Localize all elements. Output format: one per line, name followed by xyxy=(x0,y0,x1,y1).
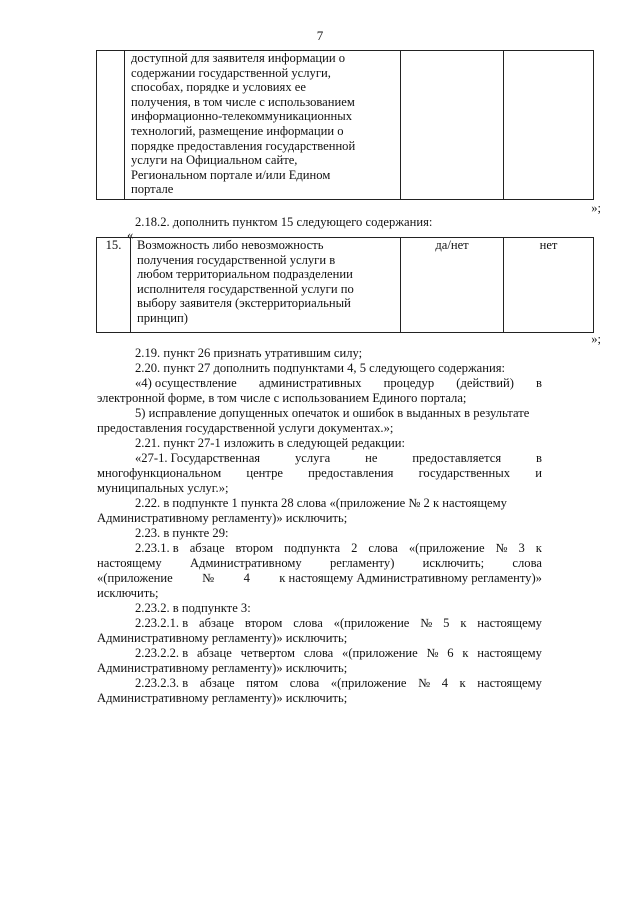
paragraph-2-23-2-1-line2: Административному регламенту)» исключить; xyxy=(97,631,348,645)
table-cell-num xyxy=(97,238,131,333)
value-yes-no: да/нет xyxy=(435,238,469,252)
table-cell-line: Возможность либо невозможность xyxy=(137,238,324,252)
table-cell-value xyxy=(504,238,594,333)
paragraph-27-1-line1 xyxy=(135,451,542,466)
table-cell-line: содержании государственной услуги, xyxy=(131,65,331,80)
paragraph-2-19: 2.19. пункт 26 признать утратившим силу; xyxy=(135,346,363,360)
word: «(приложение xyxy=(342,646,418,660)
word: регламенту) xyxy=(329,556,395,570)
paragraph-5-line1: 5) исправление допущенных опечаток и ошибок в выданных в результате xyxy=(135,406,530,420)
close-quote: »; xyxy=(591,201,601,215)
paragraph-2-22-line1: 2.22. в подпункте 1 пункта 28 слова «(приложение № 2 к настоящему xyxy=(135,496,507,510)
word: 2.23.1. в xyxy=(135,541,179,555)
word: к xyxy=(459,676,466,690)
word: Административному xyxy=(189,556,302,570)
table-cell-value xyxy=(401,238,504,333)
item-number: 15. xyxy=(105,238,122,252)
paragraph-2-23-1-line1 xyxy=(135,541,542,556)
word: слова xyxy=(368,541,398,555)
word: настоящему xyxy=(97,556,162,570)
word: пятом xyxy=(246,676,279,690)
word: абзаце xyxy=(189,541,225,555)
table-cell-line: исполнителя государственной услуги по xyxy=(137,281,354,296)
paragraph-2-23-2-2-line2: Административному регламенту)» исключить; xyxy=(97,661,348,675)
paragraph-4-line1 xyxy=(135,376,542,391)
word: втором xyxy=(235,541,274,555)
paragraph-27-1-line3: муниципальных услуг.»; xyxy=(97,481,229,495)
table-cell-description xyxy=(125,51,401,200)
word: абзаце xyxy=(199,676,235,690)
word: настоящему xyxy=(477,676,542,690)
word: четвертом xyxy=(240,646,295,660)
word: «(приложение xyxy=(333,616,410,630)
table-cell-line: способах, порядке и условиях ее xyxy=(131,80,306,95)
word: подпункта xyxy=(284,541,341,555)
table-cell-line: любом территориальном подразделении xyxy=(137,267,353,282)
word: 3 xyxy=(518,541,525,555)
paragraph-2-23: 2.23. в пункте 29: xyxy=(135,526,229,540)
paragraph-2-23-1-line4: исключить; xyxy=(97,586,159,600)
table-cell-line: доступной для заявителя информации о xyxy=(131,51,346,65)
value-no: нет xyxy=(539,238,558,252)
word: 2.23.2.2. в xyxy=(135,646,189,660)
word: не xyxy=(365,451,378,465)
table-item-15 xyxy=(96,237,594,333)
paragraph-2-23-1-line3 xyxy=(97,571,542,586)
word: к настоящему Административному регламенту)» xyxy=(279,571,542,585)
table-cell-num xyxy=(97,51,125,200)
paragraph-2-22-line2: Административному регламенту)» исключить; xyxy=(97,511,348,525)
word: настоящему xyxy=(477,646,542,660)
word: к xyxy=(460,616,467,630)
table-cell-line: Региональном портале и/или Едином xyxy=(131,167,331,182)
word: слова xyxy=(289,676,320,690)
paragraph-2-23-2-2-line1 xyxy=(135,646,542,661)
word: № xyxy=(420,616,433,630)
word: предоставляется xyxy=(412,451,502,465)
table-cell-line: технологий, размещение информации о xyxy=(131,123,344,138)
word: в xyxy=(536,376,542,390)
table-cell-line: получения, в том числе с использованием xyxy=(131,94,355,109)
page-number: 7 xyxy=(316,28,324,43)
paragraph-2-23-2: 2.23.2. в подпункте 3: xyxy=(135,601,251,615)
word: центре xyxy=(246,466,283,480)
word: настоящему xyxy=(477,616,542,630)
word: и xyxy=(535,466,542,480)
table-cell-value xyxy=(401,51,504,200)
word: 5 xyxy=(443,616,450,630)
table-cell-line: получения государственной услуги в xyxy=(137,252,336,267)
word: (действий) xyxy=(456,376,514,390)
word: 2.23.2.3. в xyxy=(135,676,189,690)
table-cell-line: услуги на Официальном сайте, xyxy=(131,153,298,168)
table-cell-line: порядке предоставления государственной xyxy=(131,138,356,153)
word: «4) осуществление xyxy=(135,376,237,390)
open-quote: « xyxy=(127,228,134,242)
table-continuation xyxy=(96,50,594,200)
paragraph-5-line2: предоставления государственной услуги документах.»; xyxy=(97,421,394,435)
word: многофункциональном xyxy=(97,466,222,480)
word: административных xyxy=(258,376,362,390)
word: слова xyxy=(512,556,542,570)
table-cell-line: принцип) xyxy=(137,310,188,325)
table-cell-line: портале xyxy=(131,182,174,197)
paragraph-2-23-1-line2 xyxy=(97,556,542,571)
word: абзаце xyxy=(199,616,234,630)
word: исключить; xyxy=(422,556,485,570)
word: № xyxy=(426,646,439,660)
word: 6 xyxy=(447,646,454,660)
word: услуга xyxy=(294,451,331,465)
table-cell-line: выбору заявителя (экстерриториальный xyxy=(137,296,351,311)
word: слова xyxy=(303,646,334,660)
word: 2.23.2.1. в xyxy=(135,616,189,630)
word: абзаце xyxy=(196,646,232,660)
word: к xyxy=(535,541,542,555)
paragraph-2-23-2-3-line1 xyxy=(135,676,542,691)
paragraph-2-23-2-3-line2: Административному регламенту)» исключить; xyxy=(97,691,348,705)
paragraph-4-line2: электронной форме, в том числе с использованием Единого портала; xyxy=(97,391,467,405)
word: в xyxy=(536,451,542,465)
word: № xyxy=(418,676,431,690)
paragraph-2-20: 2.20. пункт 27 дополнить подпунктами 4, 5 следующего содержания: xyxy=(135,361,506,375)
word: процедур xyxy=(383,376,435,390)
word: слова xyxy=(293,616,323,630)
word: 2 xyxy=(351,541,358,555)
word: к xyxy=(462,646,469,660)
close-quote: »; xyxy=(591,332,601,346)
word: 4 xyxy=(441,676,448,690)
word: «(приложение xyxy=(408,541,485,555)
word: втором xyxy=(244,616,283,630)
word: 4 xyxy=(243,571,250,585)
table-cell-value xyxy=(504,51,594,200)
word: «(приложение xyxy=(97,571,173,585)
word: предоставления xyxy=(308,466,394,480)
paragraph-2-23-2-1-line1 xyxy=(135,616,542,631)
word: государственных xyxy=(418,466,511,480)
word: «27-1. Государственная xyxy=(135,451,261,465)
word: «(приложение xyxy=(330,676,407,690)
word: № xyxy=(495,541,508,555)
paragraph-27-1-line2 xyxy=(97,466,542,481)
table-cell-line: информационно-телекоммуникационных xyxy=(131,109,353,124)
paragraph-2-18-2: 2.18.2. дополнить пунктом 15 следующего содержания: xyxy=(135,215,433,229)
paragraph-2-21: 2.21. пункт 27-1 изложить в следующей редакции: xyxy=(135,436,406,450)
table-cell-description xyxy=(131,238,401,333)
word: № xyxy=(202,571,215,585)
